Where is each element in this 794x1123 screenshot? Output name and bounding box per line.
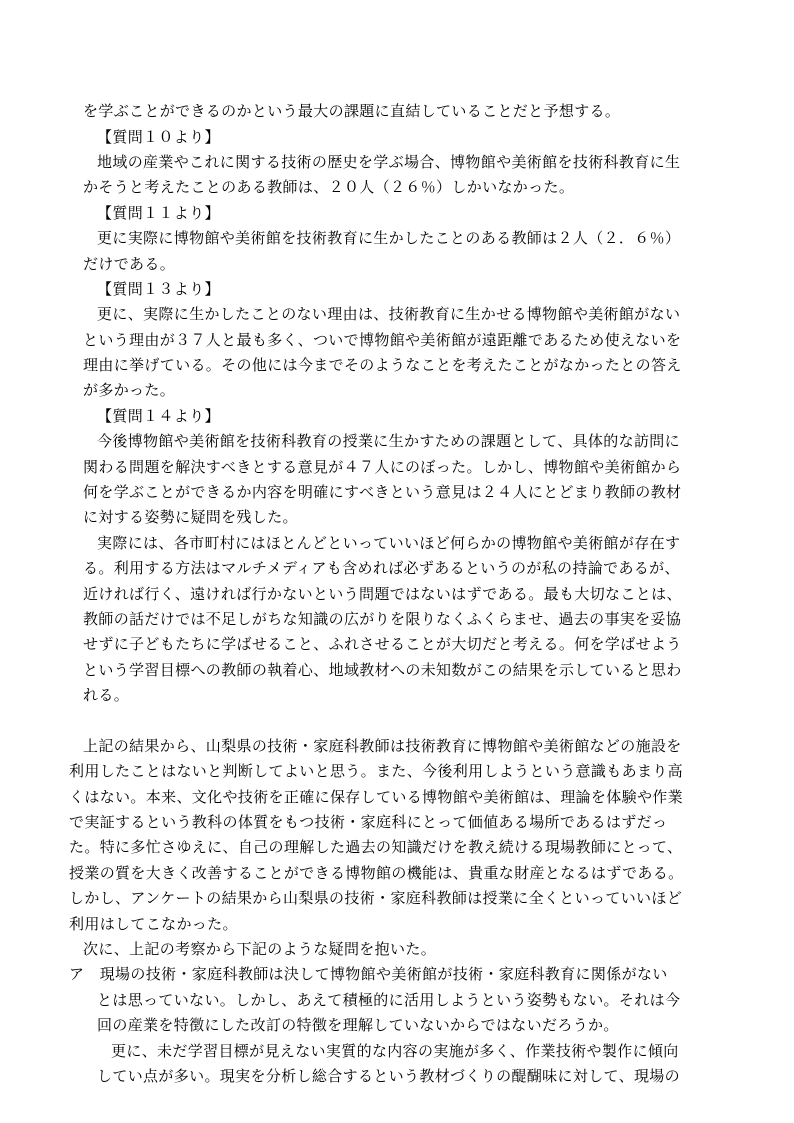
section-heading: 【質問１１より】 <box>97 204 220 222</box>
text-line: 関わる問題を解決すべきとする意見が４７人にのぼった。しかし、博物館や美術館から <box>83 458 682 476</box>
text-line: とは思っていない。しかし、あえて積極的に活用しようという姿勢もない。それは今 <box>97 991 681 1009</box>
text-line: 今後博物館や美術館を技術科教育の授業に生かすための課題として、具体的な訪問に <box>97 432 681 450</box>
section-heading: 【質問１３より】 <box>97 280 220 298</box>
text-line: 回の産業を特徴にした改訂の特徴を理解していないからではないだろうか。 <box>97 1016 619 1034</box>
text-line: 理由に挙げている。その他には今までそのようなことを考えたことがなかったとの答え <box>83 356 682 374</box>
text-line: る。利用する方法はマルチメディアも含めれば必ずあるというのが私の持論であるが、 <box>83 559 680 577</box>
text-line: だけである。 <box>83 255 176 273</box>
text-line: しかし、アンケートの結果から山梨県の技術・家庭科教師は授業に全くといっていいほど <box>69 889 683 907</box>
text-line: 更に、実際に生かしたことのない理由は、技術教育に生かせる博物館や美術館がない <box>97 305 681 323</box>
text-line: 教師の話だけでは不足しがちな知識の広がりを限りなくふくらませ、過去の事実を妥協 <box>83 610 682 628</box>
text-line: に対する姿勢に疑問を残した。 <box>83 508 298 526</box>
text-line: くはない。本来、文化や技術を正確に保存している博物館や美術館は、理論を体験や作業 <box>69 788 684 806</box>
text-line: れる。 <box>83 686 130 704</box>
text-line: を学ぶことができるのかという最大の課題に直結していることだと予想する。 <box>83 102 621 120</box>
text-line: という学習目標への教師の執着心、地域教材への未知数がこの結果を示していると思わ <box>83 661 682 679</box>
text-line: という理由が３７人と最も多く、ついで博物館や美術館が遠距離であるため使えないを <box>83 331 682 349</box>
text-line: 更に実際に博物館や美術館を技術教育に生かしたことのある教師は２人（２．６％） <box>97 229 681 247</box>
text-line: 利用したことはないと判断してよいと思う。また、今後利用しようという意識もあまり高 <box>69 762 684 780</box>
text-line: が多かった。 <box>83 381 176 399</box>
text-line: 地域の産業やこれに関する技術の歴史を学ぶ場合、博物館や美術館を技術科教育に生 <box>97 153 681 171</box>
text-line: 実際には、各市町村にはほとんどといっていいほど何らかの博物館や美術館が存在す <box>97 534 681 552</box>
section-heading: 【質問１４より】 <box>97 407 220 425</box>
text-line: かそうと考えたことのある教師は、２０人（２６％）しかいなかった。 <box>83 178 575 196</box>
text-line: 利用はしてこなかった。 <box>69 915 238 933</box>
text-line: た。特に多忙さゆえに、自己の理解した過去の知識だけを教え続ける現場教師にとって、 <box>69 838 683 856</box>
text-line: で実証するという教科の体質をもつ技術・家庭科にとって価値ある場所であるはずだっ <box>69 813 668 831</box>
section-heading: 【質問１０より】 <box>97 128 220 146</box>
text-line: してい点が多い。現実を分析し総合するという教材づくりの醍醐味に対して、現場の <box>97 1067 681 1085</box>
text-line: 授業の質を大きく改善することができる博物館の機能は、貴重な財産となるはずである。 <box>69 864 684 882</box>
text-line: 上記の結果から、山梨県の技術・家庭科教師は技術教育に博物館や美術館などの施設を <box>83 737 682 755</box>
text-line: 何を学ぶことができるか内容を明確にすべきという意見は２４人にとどまり教師の教材 <box>83 483 682 501</box>
text-line: 更に、未だ学習目標が見えない実質的な内容の実施が多く、作業技術や製作に傾向 <box>111 1042 679 1060</box>
text-line: 次に、上記の考察から下記のような疑問を抱いた。 <box>83 940 437 958</box>
list-item-text: ア 現場の技術・家庭科教師は決して博物館や美術館が技術・家庭科教育に関係がない <box>69 965 668 983</box>
text-line: せずに子どもたちに学ばせること、ふれさせることが大切だと考える。何を学ばせよう <box>83 635 682 653</box>
text-line: 近ければ行く、遠ければ行かないという問題ではないはずである。最も大切なことは、 <box>83 585 682 603</box>
